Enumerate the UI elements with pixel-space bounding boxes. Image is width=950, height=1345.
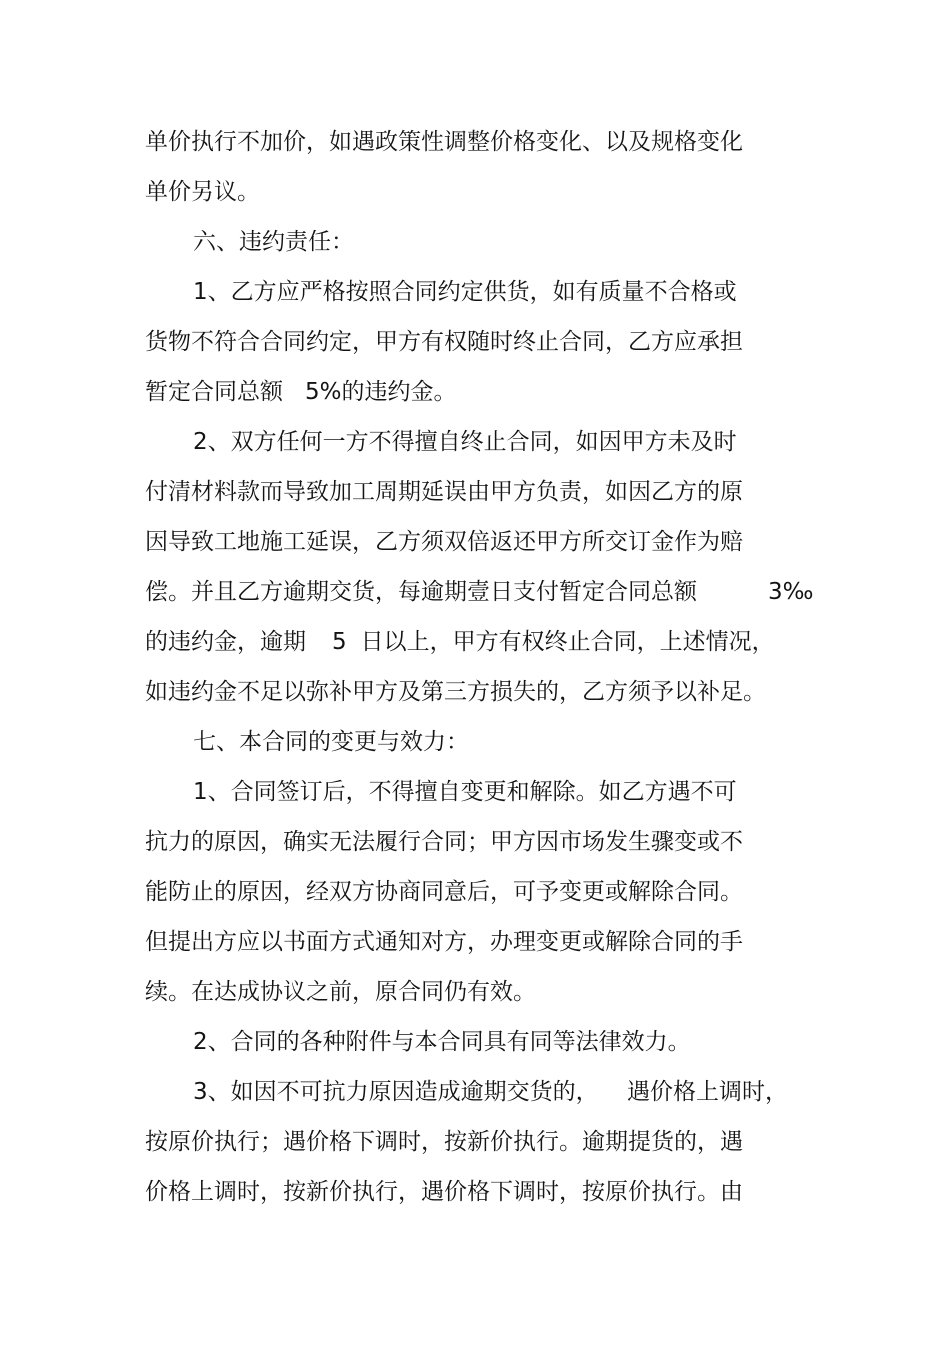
text-line xyxy=(193,1077,599,1107)
text-line xyxy=(145,377,457,407)
text-span: 遇价格上调时， xyxy=(627,1079,788,1105)
text-span: 的违约金，逾期 xyxy=(145,629,306,655)
text-line xyxy=(193,777,737,807)
text-span: 单价另议。 xyxy=(145,179,260,205)
text-span: 货物不符合合同约定，甲方有权随时终止合同，乙方应承担 xyxy=(145,329,743,355)
text-span: 抗力的原因，确实无法履行合同；甲方因市场发生骤变或不 xyxy=(145,829,743,855)
text-line xyxy=(145,577,697,607)
text-line xyxy=(193,1027,691,1057)
text-line xyxy=(145,327,743,357)
text-span: 1、合同签订后，不得擅自变更和解除。如乙方遇不可 xyxy=(193,779,737,805)
text-line xyxy=(145,627,775,657)
text-span: 3、如因不可抗力原因造成逾期交货的， xyxy=(193,1079,599,1105)
text-span: 能防止的原因，经双方协商同意后，可予变更或解除合同。 xyxy=(145,879,743,905)
text-span: 因导致工地施工延误，乙方须双倍返还甲方所交订金作为赔 xyxy=(145,529,743,555)
text-span: 价格上调时，按新价执行，遇价格下调时，按原价执行。由 xyxy=(145,1179,743,1205)
text-line xyxy=(193,277,737,307)
text-span: 续。在达成协议之前，原合同仍有效。 xyxy=(145,979,536,1005)
text-span: 付清材料款而导致加工周期延误由甲方负责，如因乙方的原 xyxy=(145,479,743,505)
text-line xyxy=(145,877,743,907)
text-line xyxy=(145,127,743,157)
text-span: 七、本合同的变更与效力： xyxy=(193,729,469,755)
text-span: 2、双方任何一方不得擅自终止合同，如因甲方未及时 xyxy=(193,429,737,455)
text-line xyxy=(145,827,743,857)
text-span: 5%的违约金。 xyxy=(305,379,457,405)
text-span: 3‰ xyxy=(768,579,814,605)
text-span: 六、违约责任： xyxy=(193,229,354,255)
text-span: 1、乙方应严格按照合同约定供货，如有质量不合格或 xyxy=(193,279,737,305)
text-line xyxy=(145,677,766,707)
text-line xyxy=(145,527,743,557)
text-line xyxy=(145,1127,743,1157)
text-span: 如违约金不足以弥补甲方及第三方损失的，乙方须予以补足。 xyxy=(145,679,766,705)
text-line xyxy=(145,177,260,207)
text-span: 日以上，甲方有权终止合同，上述情况， xyxy=(360,629,775,655)
text-line xyxy=(145,977,536,1007)
text-span: 5 xyxy=(332,629,347,655)
section-heading xyxy=(193,227,354,257)
text-line xyxy=(145,927,743,957)
text-line xyxy=(193,427,737,457)
section-heading xyxy=(193,727,469,757)
text-line xyxy=(145,1177,743,1207)
text-span: 暂定合同总额 xyxy=(145,379,283,405)
text-span: 按原价执行；遇价格下调时，按新价执行。逾期提货的，遇 xyxy=(145,1129,743,1155)
text-line xyxy=(627,1077,788,1107)
text-span: 2、合同的各种附件与本合同具有同等法律效力。 xyxy=(193,1029,691,1055)
text-line xyxy=(768,577,814,607)
text-span: 但提出方应以书面方式通知对方，办理变更或解除合同的手 xyxy=(145,929,743,955)
text-line xyxy=(145,477,743,507)
text-span: 单价执行不加价，如遇政策性调整价格变化、以及规格变化 xyxy=(145,129,743,155)
text-span: 偿。并且乙方逾期交货，每逾期壹日支付暂定合同总额 xyxy=(145,579,697,605)
